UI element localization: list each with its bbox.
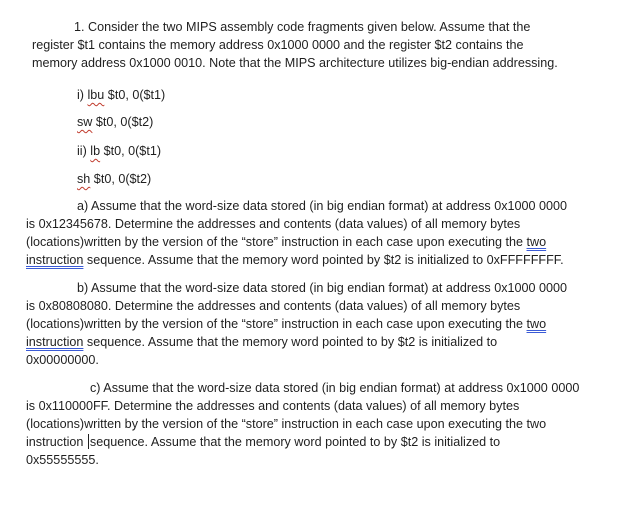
code-line-3 <box>77 142 161 160</box>
operands: $t0, 0($t2) <box>90 172 152 186</box>
opcode-sw: sw <box>77 115 93 129</box>
grammar-underline: two <box>526 235 547 249</box>
part-c-line-2: is 0x110000FF. Determine the addresses and contents (data values) of all memory bytes <box>26 399 520 413</box>
code-line-2 <box>77 113 153 131</box>
grammar-underline: instruction <box>26 335 84 349</box>
text-cursor <box>88 434 89 449</box>
part-a-line-3: (locations)written by the version of the “store” instruction in each case upon executing the two <box>26 235 547 249</box>
operands: $t0, 0($t1) <box>104 88 166 102</box>
operands: $t0, 0($t1) <box>100 144 162 158</box>
operands: $t0, 0($t2) <box>92 115 154 129</box>
question-intro <box>32 18 558 72</box>
intro-line-3: memory address 0x1000 0010. Note that the MIPS architecture utilizes big-endian addressing. <box>32 56 558 70</box>
part-a <box>26 197 567 269</box>
grammar-underline: two <box>526 317 547 331</box>
opcode-lb: lb <box>90 144 101 158</box>
part-b-line-4: instruction sequence. Assume that the memory word pointed to by $t2 is initialized to <box>26 335 498 349</box>
part-b-line-1: b) Assume that the word-size data stored (in big endian format) at address 0x1000 0000 <box>77 281 568 295</box>
grammar-underline: instruction <box>26 253 84 267</box>
part-a-line-1: a) Assume that the word-size data stored (in big endian format) at address 0x1000 0000 <box>77 199 568 213</box>
part-c-line-5: 0x55555555. <box>26 453 99 467</box>
part-b-line-5: 0x00000000. <box>26 353 99 367</box>
part-a-line-4: instruction sequence. Assume that the memory word pointed by $t2 is initialized to 0xFFFFFFFF. <box>26 253 564 267</box>
fragment-label: ii) <box>77 144 91 158</box>
part-c-line-3: (locations)written by the version of the “store” instruction in each case upon executing the two <box>26 417 547 431</box>
intro-line-2: register $t1 contains the memory address 0x1000 0000 and the register $t2 contains the <box>32 38 524 52</box>
code-line-1 <box>77 86 165 104</box>
part-a-line-2: is 0x12345678. Determine the addresses and contents (data values) of all memory bytes <box>26 217 521 231</box>
opcode-lbu: lbu <box>87 88 105 102</box>
part-b-line-2: is 0x80808080. Determine the addresses and contents (data values) of all memory bytes <box>26 299 521 313</box>
part-c-line-4: instruction sequence. Assume that the memory word pointed to by $t2 is initialized to <box>26 435 501 449</box>
fragment-label: i) <box>77 88 88 102</box>
code-line-4 <box>77 170 151 188</box>
part-c-line-1: c) Assume that the word-size data stored (in big endian format) at address 0x1000 0000 <box>90 381 580 395</box>
part-c <box>26 379 579 469</box>
opcode-sh: sh <box>77 172 91 186</box>
part-b-line-3: (locations)written by the version of the “store” instruction in each case upon executing the two <box>26 317 547 331</box>
part-b <box>26 279 567 369</box>
intro-line-1: 1. Consider the two MIPS assembly code fragments given below. Assume that the <box>74 20 531 34</box>
